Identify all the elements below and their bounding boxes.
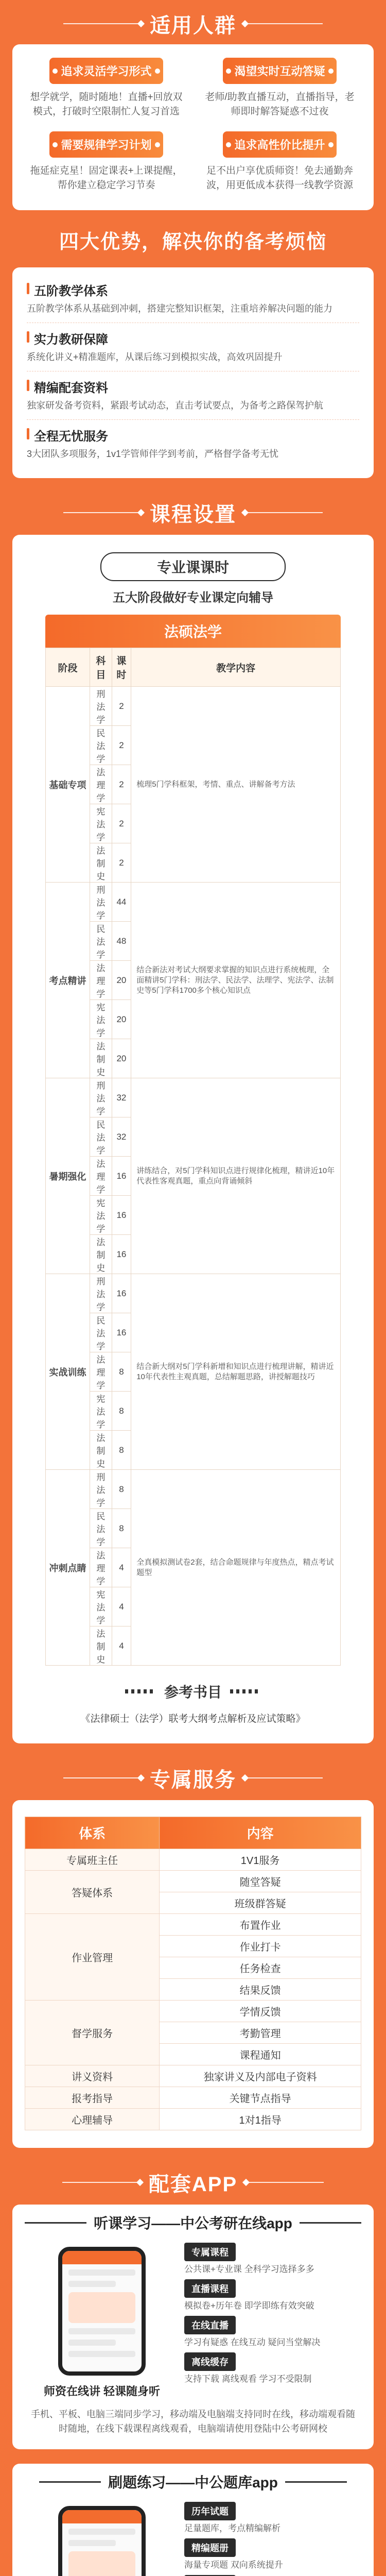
crowd-section-title (0, 0, 386, 44)
app-feature-desc: 海量专项题 双向系统提升 (184, 2560, 283, 2570)
subject-cell: 民法学 (90, 1509, 112, 1548)
crowd-item (20, 58, 193, 131)
service-content-cell: 学情反馈 (160, 2001, 361, 2022)
hours-cell: 2 (112, 765, 131, 804)
service-row (25, 1871, 361, 1892)
advantages-card (12, 267, 374, 478)
subject-cell: 法制史 (90, 1431, 112, 1470)
crowd-tag: 追求高性价比提升 (223, 131, 336, 158)
app-feature (184, 2502, 361, 2534)
hours-cell: 16 (112, 1196, 131, 1235)
subject-cell: 法理学 (90, 1352, 112, 1392)
dots-deco (230, 1689, 261, 1693)
service-system-cell: 专属班主任 (25, 1849, 160, 1871)
app-feature-desc: 足量题库，考点精编解析 (184, 2523, 280, 2533)
books-heading (25, 1681, 361, 1702)
hours-cell: 8 (112, 1352, 131, 1392)
advantage-item (27, 371, 359, 420)
line-deco (300, 2222, 361, 2224)
subject-cell: 民法学 (90, 726, 112, 765)
content-cell: 结合新法对考试大纲要求掌握的知识点进行系统梳理，全面精讲5门学科：刑法学、民法学、法理学、宪法学、法制史等5门学科1700多个核心知识点 (131, 883, 341, 1078)
app-feature-label: 直播课程 (184, 2279, 236, 2298)
title-deco-left (63, 1777, 141, 1778)
app-name: 听课学习——中公考研在线app (94, 2215, 292, 2231)
service-row (25, 2109, 361, 2130)
subject-cell: 民法学 (90, 1313, 112, 1352)
course-row (46, 687, 341, 726)
phone-mockup (58, 2506, 146, 2576)
header-content: 内容 (160, 1817, 361, 1849)
service-row (25, 1849, 361, 1871)
service-table-header (25, 1817, 361, 1849)
crowd-title-text: 适用人群 (150, 14, 236, 37)
hours-cell: 16 (112, 1274, 131, 1313)
crowd-desc: 想学就学，随时随地！直播+回放双模式，打破时空限制忙人复习首选 (30, 92, 183, 117)
crowd-item (193, 131, 366, 205)
course-row (46, 1078, 341, 1117)
crowd-tag: 追求灵活学习形式 (49, 58, 163, 84)
app-body (12, 2241, 374, 2399)
app-feature-label: 历年试题 (184, 2502, 236, 2520)
crowd-tag: 渴望实时互动答疑 (223, 58, 336, 84)
advantage-name: 五阶教学体系 (27, 281, 359, 299)
header-subject: 科目 (90, 648, 112, 687)
advantage-desc: 五阶教学体系从基础到冲刺，搭建完整知识框架，注重培养解决问题的能力 (27, 303, 332, 314)
app-body (12, 2500, 374, 2576)
content-cell: 讲练结合，对5门学科知识点进行规律化梳理，精讲近10年代表性客观真题，重点向背诵倾斜 (131, 1078, 341, 1274)
course-section-title (0, 490, 386, 535)
title-deco-right (245, 512, 323, 513)
subject-cell: 法理学 (90, 765, 112, 804)
app-heading (12, 2205, 374, 2241)
apps-title-text: 配套APP (148, 2173, 238, 2196)
course-table-body (46, 687, 341, 1666)
crowd-desc: 老师/助教直播互动，直播指导，老师即时解答疑惑不过夜 (205, 92, 355, 117)
service-table-body (25, 1849, 361, 2130)
service-system-cell: 督学服务 (25, 2001, 160, 2065)
hours-cell: 16 (112, 1235, 131, 1274)
service-content-cell: 作业打卡 (160, 1936, 361, 1957)
hours-cell: 2 (112, 687, 131, 726)
hours-cell: 8 (112, 1509, 131, 1548)
subject-cell: 刑法学 (90, 687, 112, 726)
stage-cell: 暑期强化 (46, 1078, 90, 1274)
advantage-item (27, 420, 359, 468)
app-card (12, 2205, 374, 2449)
subject-cell: 宪法学 (90, 1000, 112, 1039)
advantage-desc: 独家研发备考资料，紧跟考试动态，直击考试要点，为备考之路保驾护航 (27, 400, 323, 411)
course-hours-pill: 专业课课时 (100, 552, 286, 581)
subject-cell: 刑法学 (90, 1078, 112, 1117)
advantages-title: 四大优势，解决你的备考烦恼 (59, 231, 327, 253)
content-cell: 全真模拟测试卷2套，结合命题规律与年度热点，精点考试题型 (131, 1470, 341, 1666)
app-preview (25, 2502, 179, 2576)
app-caption: 师资在线讲 轻课随身听 (43, 2385, 161, 2398)
advantage-name: 精编配套资料 (27, 378, 359, 396)
hours-cell: 20 (112, 1000, 131, 1039)
app-note: 手机、平板、电脑三端同步学习，移动端及电脑端支持同时在线，移动端观看随时随地，在线下载课程离线观看，电脑端请使用登陆中公考研网校 (31, 2409, 355, 2434)
hours-cell: 48 (112, 922, 131, 961)
subject-cell: 法制史 (90, 1626, 112, 1666)
app-feature (184, 2279, 361, 2312)
service-card (12, 1800, 374, 2148)
hours-cell: 2 (112, 843, 131, 883)
reference-book: 《法律硕士（法学）联考大纲考点解析及应试策略》 (80, 1714, 306, 1724)
crowd-card (12, 44, 374, 210)
subject-cell: 法理学 (90, 1157, 112, 1196)
service-system-cell: 讲义资料 (25, 2065, 160, 2087)
title-deco-right (247, 2182, 324, 2183)
title-deco-left (63, 512, 141, 513)
subject-cell: 宪法学 (90, 1392, 112, 1431)
service-row (25, 2065, 361, 2087)
subject-cell: 民法学 (90, 1117, 112, 1157)
dots-deco (125, 1689, 156, 1693)
line-deco (39, 2481, 101, 2483)
course-table (45, 648, 341, 1666)
course-title-text: 课程设置 (150, 503, 236, 526)
app-feature-desc: 学习有疑惑 在线互动 疑问当堂解决 (184, 2337, 321, 2347)
content-cell: 梳理5门学科框架，考情、重点、讲解备考方法 (131, 687, 341, 883)
content-cell: 结合新大纲对5门学科新增和知识点进行梳理讲解，精讲近10年代表性主观真题，总结解题思路，讲授解题技巧 (131, 1274, 341, 1470)
app-feature-label: 离线缓存 (184, 2352, 236, 2371)
hours-cell: 32 (112, 1117, 131, 1157)
hours-cell: 4 (112, 1548, 131, 1587)
app-feature-label: 专属课程 (184, 2243, 236, 2261)
advantage-item (27, 323, 359, 371)
advantage-desc: 3大团队多项服务，1v1学管师伴学到考前，严格督学备考无忧 (27, 449, 279, 459)
service-system-cell: 报考指导 (25, 2087, 160, 2109)
subject-cell: 法理学 (90, 1548, 112, 1587)
service-table (25, 1817, 361, 2130)
title-deco-left (63, 23, 141, 24)
app-feature-desc: 公共课+专业课 全科学习选择多多 (184, 2264, 314, 2274)
subject-cell: 法制史 (90, 1235, 112, 1274)
app-features (179, 2243, 361, 2399)
hours-cell: 4 (112, 1587, 131, 1626)
course-row (46, 1470, 341, 1509)
subject-cell: 法制史 (90, 1039, 112, 1078)
service-row (25, 2087, 361, 2109)
hours-cell: 44 (112, 883, 131, 922)
app-feature-desc: 模拟卷+历年卷 即学即练有效突破 (184, 2301, 314, 2311)
subject-cell: 法制史 (90, 843, 112, 883)
hours-cell: 8 (112, 1470, 131, 1509)
apps-list (0, 2205, 386, 2576)
service-content-cell: 结果反馈 (160, 1979, 361, 2001)
course-table-header (46, 648, 341, 687)
hours-cell: 8 (112, 1392, 131, 1431)
app-feature (184, 2243, 361, 2275)
subject-cell: 刑法学 (90, 1470, 112, 1509)
app-feature (184, 2352, 361, 2385)
course-table-title: 法硕法学 (45, 615, 341, 648)
header-hours: 课时 (112, 648, 131, 687)
subject-cell: 法理学 (90, 961, 112, 1000)
advantage-name: 实力教研保障 (27, 329, 359, 347)
crowd-tag: 需要规律学习计划 (49, 131, 163, 158)
service-content-cell: 1对1指导 (160, 2109, 361, 2130)
service-content-cell: 考勤管理 (160, 2022, 361, 2044)
apps-section-title (0, 2160, 386, 2205)
hours-cell: 8 (112, 1431, 131, 1470)
hours-cell: 4 (112, 1626, 131, 1666)
course-subtitle: 五大阶段做好专业课定向辅导 (113, 591, 273, 605)
crowd-item (193, 58, 366, 131)
books-title: 参考书目 (164, 1684, 222, 1700)
app-preview (25, 2243, 179, 2399)
hours-cell: 2 (112, 804, 131, 843)
stage-cell: 考点精讲 (46, 883, 90, 1078)
app-feature (184, 2538, 361, 2571)
app-feature-label: 精编题册 (184, 2538, 236, 2557)
subject-cell: 刑法学 (90, 1274, 112, 1313)
service-content-cell: 班级群答疑 (160, 1892, 361, 1914)
service-content-cell: 随堂答疑 (160, 1871, 361, 1892)
app-card (12, 2464, 374, 2576)
title-deco-right (245, 1777, 323, 1778)
app-feature-desc: 支持下载 离线观看 学习不受限制 (184, 2374, 312, 2384)
app-heading (12, 2464, 374, 2500)
advantage-name: 全程无忧服务 (27, 426, 359, 444)
subject-cell: 宪法学 (90, 1196, 112, 1235)
app-name: 刷题练习——中公题库app (108, 2475, 278, 2490)
header-system: 体系 (25, 1817, 160, 1849)
hours-cell: 20 (112, 1039, 131, 1078)
service-content-cell: 独家讲义及内部电子资料 (160, 2065, 361, 2087)
service-title-text: 专属服务 (150, 1768, 236, 1791)
hours-cell: 2 (112, 726, 131, 765)
service-content-cell: 布置作业 (160, 1914, 361, 1936)
service-system-cell: 作业管理 (25, 1914, 160, 2001)
phone-mockup (58, 2247, 146, 2376)
stage-cell: 基础专项 (46, 687, 90, 883)
hours-cell: 32 (112, 1078, 131, 1117)
course-card (12, 535, 374, 1743)
app-feature-label: 在线直播 (184, 2316, 236, 2334)
subject-cell: 民法学 (90, 922, 112, 961)
subject-cell: 刑法学 (90, 883, 112, 922)
stage-cell: 冲刺点睛 (46, 1470, 90, 1666)
service-content-cell: 课程通知 (160, 2044, 361, 2065)
stage-cell: 实战训练 (46, 1274, 90, 1470)
line-deco (285, 2481, 347, 2483)
subject-cell: 宪法学 (90, 1587, 112, 1626)
crowd-desc: 拖延症克星！固定课表+上课提醒，帮你建立稳定学习节奏 (30, 165, 183, 191)
subject-cell: 宪法学 (90, 804, 112, 843)
course-row (46, 883, 341, 922)
title-deco-right (245, 23, 323, 24)
service-row (25, 2001, 361, 2022)
service-content-cell: 1V1服务 (160, 1849, 361, 1871)
crowd-item (20, 131, 193, 205)
app-feature (184, 2316, 361, 2348)
advantage-item (27, 275, 359, 323)
line-deco (25, 2222, 86, 2224)
service-section-title (0, 1756, 386, 1800)
header-content: 教学内容 (131, 648, 341, 687)
header-stage: 阶段 (46, 648, 90, 687)
service-system-cell: 答疑体系 (25, 1871, 160, 1914)
crowd-desc: 足不出户享优质师资！免去通勤奔波，用更低成本获得一线教学资源 (206, 165, 353, 191)
course-row (46, 1274, 341, 1313)
advantage-desc: 系统化讲义+精准题库，从课后练习到模拟实战，高效巩固提升 (27, 352, 283, 362)
service-system-cell: 心理辅导 (25, 2109, 160, 2130)
service-content-cell: 关键节点指导 (160, 2087, 361, 2109)
title-deco-left (62, 2182, 139, 2183)
service-row (25, 1914, 361, 1936)
hours-cell: 20 (112, 961, 131, 1000)
hours-cell: 16 (112, 1157, 131, 1196)
hours-cell: 16 (112, 1313, 131, 1352)
service-content-cell: 任务检查 (160, 1957, 361, 1979)
app-features (179, 2502, 361, 2576)
